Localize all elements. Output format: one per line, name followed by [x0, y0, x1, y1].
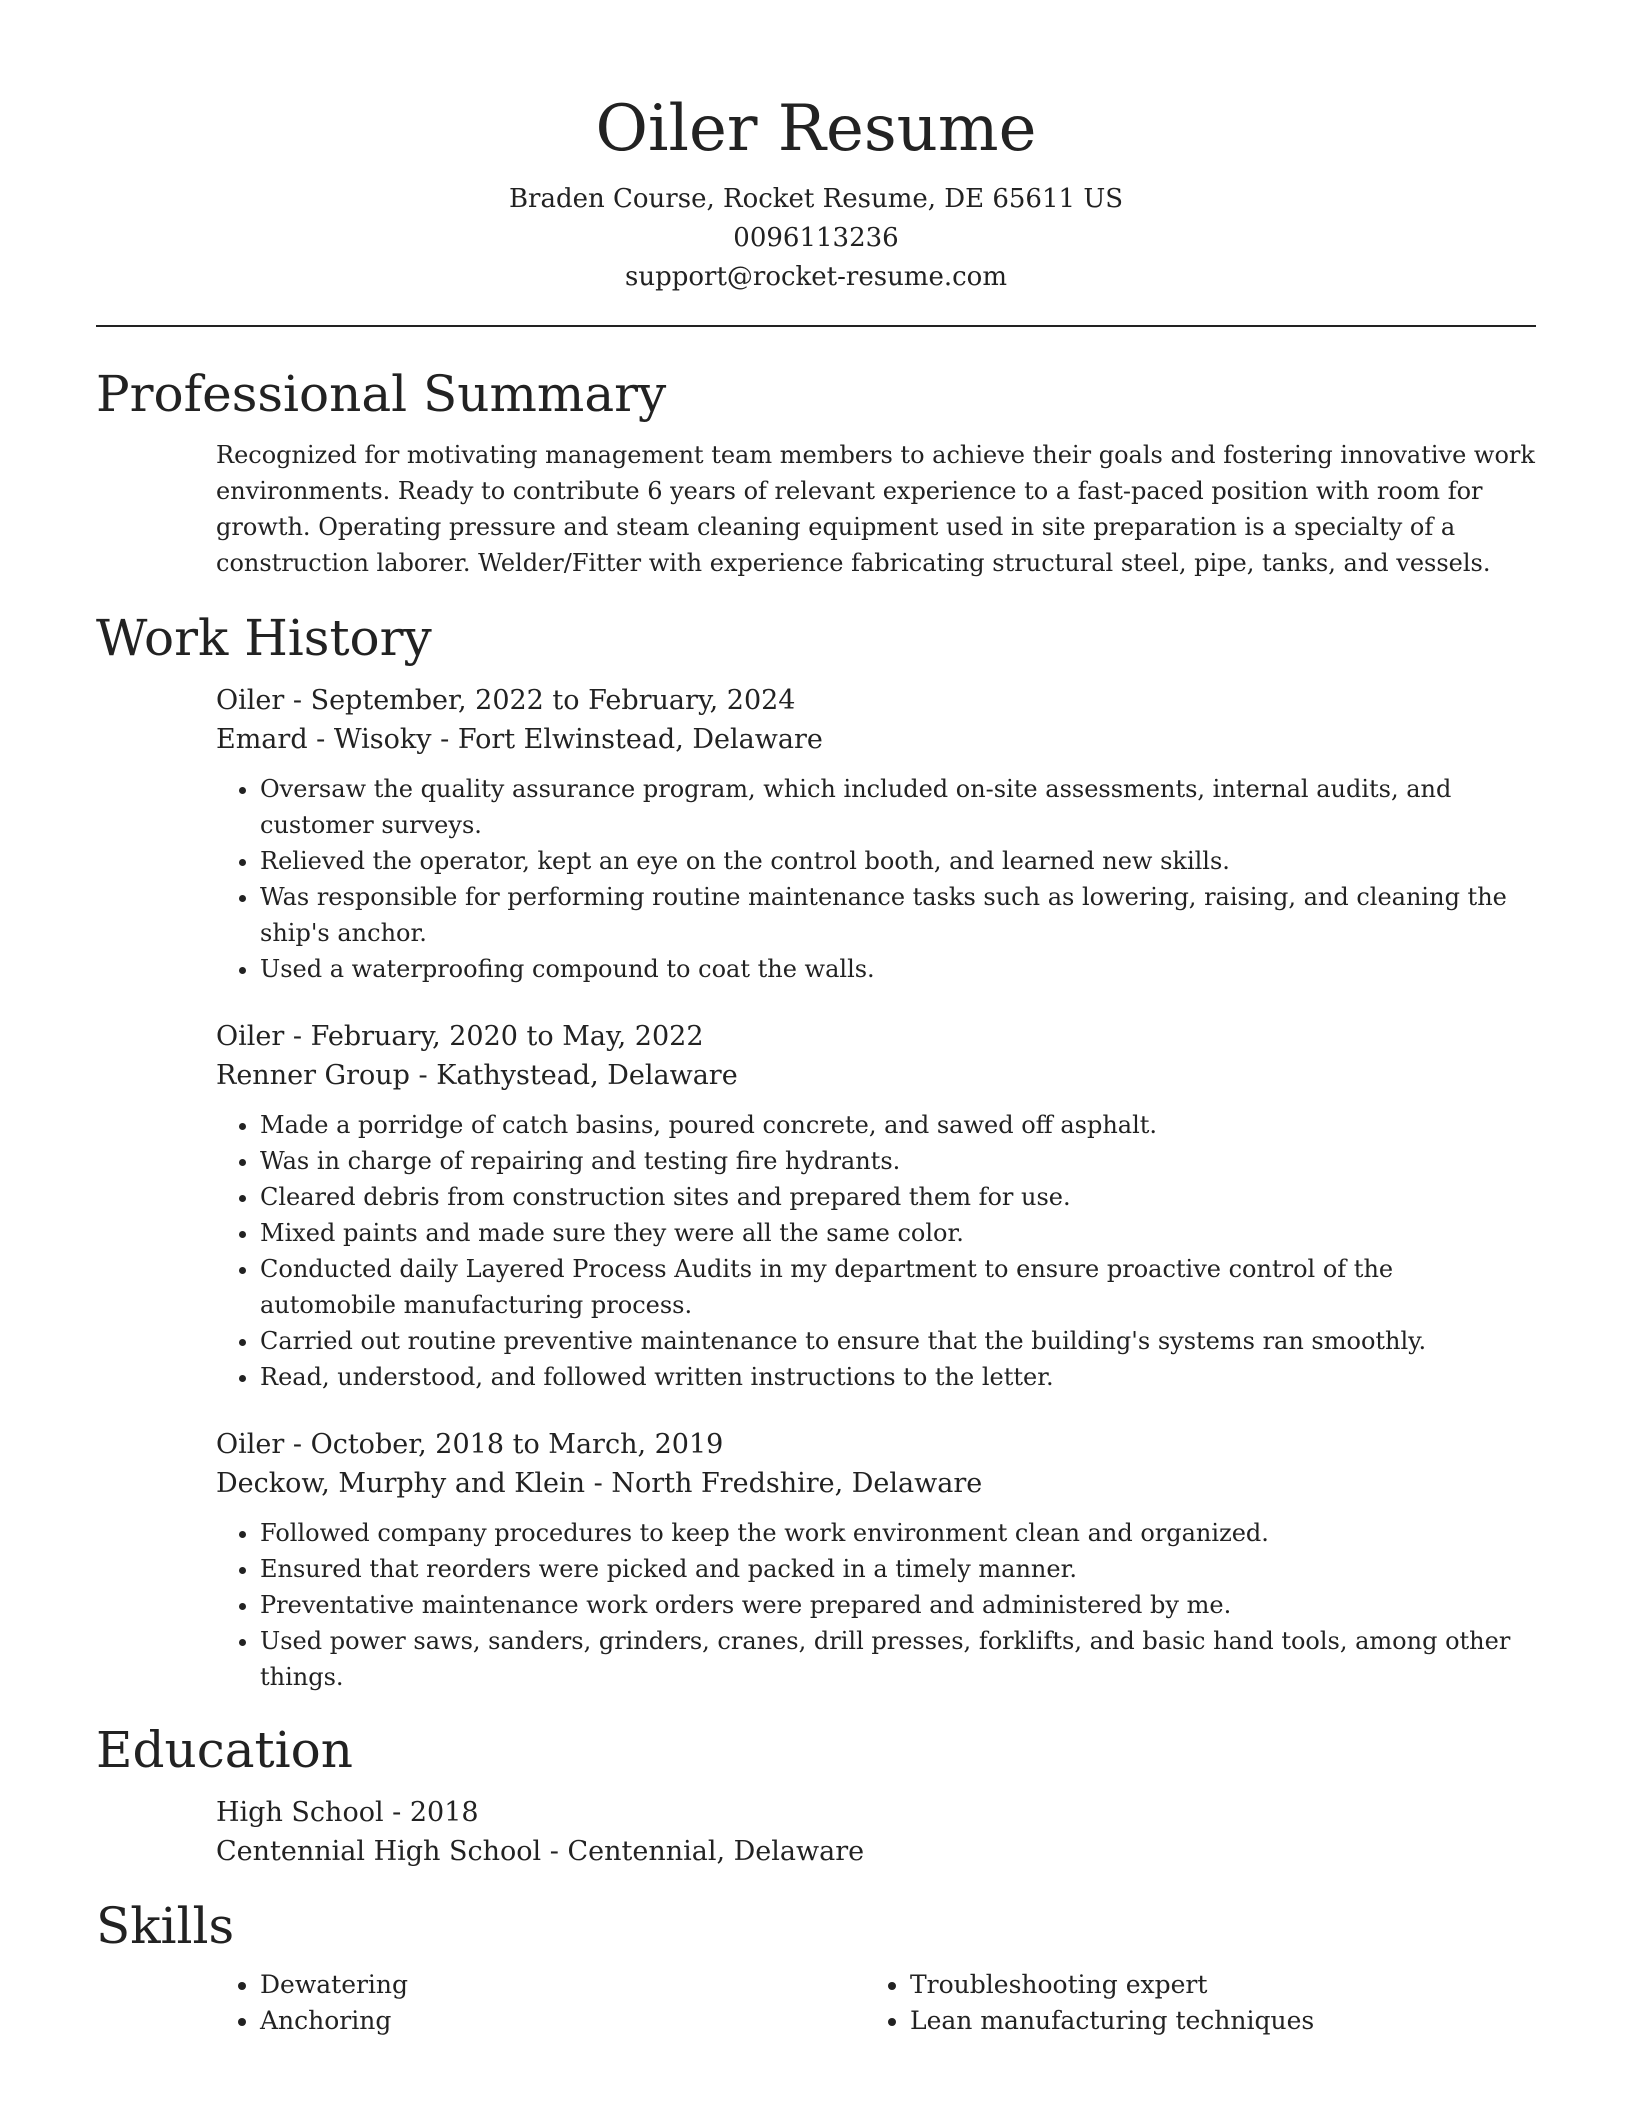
education-entry — [216, 1793, 1536, 1871]
job-employer-location: Emard - Wisoky - Fort Elwinstead, Delaware — [216, 724, 823, 755]
education-heading: Education — [96, 1721, 353, 1779]
education-degree-year: High School - 2018 — [216, 1797, 479, 1828]
skill-item: • Troubleshooting expert — [910, 1967, 1314, 2003]
job-duties — [216, 1107, 1536, 1395]
resume-page — [96, 0, 1536, 2039]
resume-header — [96, 0, 1536, 297]
job-title-dates: Oiler - September, 2022 to February, 2024 — [216, 685, 796, 716]
job-duties — [216, 771, 1536, 987]
job-duties — [216, 1515, 1536, 1695]
job-duty: • Used power saws, sanders, grinders, cranes, drill presses, forklifts, and basic hand tools, among other things. — [260, 1623, 1536, 1695]
job-duty: • Was responsible for performing routine maintenance tasks such as lowering, raising, and cleaning the ship's anchor. — [260, 879, 1536, 951]
skills-right-column — [866, 1967, 1314, 2039]
summary-section — [96, 363, 1536, 581]
education-school-location: Centennial High School - Centennial, Delaware — [216, 1836, 865, 1867]
skills-columns — [216, 1967, 1536, 2039]
work-history-section — [96, 607, 1536, 1695]
job-title-dates: Oiler - February, 2020 to May, 2022 — [216, 1021, 704, 1052]
job-entry — [216, 1017, 1536, 1395]
job-entry — [216, 681, 1536, 987]
summary-heading: Professional Summary — [96, 365, 667, 423]
contact-phone: 0096113236 — [733, 223, 899, 253]
job-duty: • Was in charge of repairing and testing fire hydrants. — [260, 1143, 1536, 1179]
job-duty: • Cleared debris from construction sites and prepared them for use. — [260, 1179, 1536, 1215]
job-duty: • Carried out routine preventive maintenance to ensure that the building's systems ran smoothly. — [260, 1323, 1536, 1359]
job-duty: • Mixed paints and made sure they were all the same color. — [260, 1215, 1536, 1251]
skill-item: • Dewatering — [260, 1967, 866, 2003]
job-duty: • Ensured that reorders were picked and packed in a timely manner. — [260, 1551, 1536, 1587]
job-duty: • Oversaw the quality assurance program, which included on-site assessments, internal audits, and customer surveys. — [260, 771, 1536, 843]
job-duty: • Followed company procedures to keep the work environment clean and organized. — [260, 1515, 1536, 1551]
job-duty: • Relieved the operator, kept an eye on the control booth, and learned new skills. — [260, 843, 1536, 879]
work-history-heading: Work History — [96, 609, 432, 667]
contact-info — [96, 180, 1536, 297]
skills-heading: Skills — [96, 1897, 235, 1955]
job-duty: • Conducted daily Layered Process Audits in my department to ensure proactive control of the automobile manufacturing process. — [260, 1251, 1536, 1323]
summary-text: Recognized for motivating management team members to achieve their goals and fostering innovative work environments. Ready to contribute 6 years of relevant experience to a fast-paced position with room for growth. Operating pressure and steam cleaning equipment used in site preparation is a specialty of a construction laborer. Welder/Fitter with experience fabricating structural steel, pipe, tanks, and vessels. — [216, 441, 1535, 577]
skills-left-column — [216, 1967, 866, 2039]
contact-email: support@rocket-resume.com — [624, 262, 1007, 292]
job-duty: • Preventative maintenance work orders were prepared and administered by me. — [260, 1587, 1536, 1623]
skills-section — [96, 1895, 1536, 2039]
header-divider — [96, 325, 1536, 327]
contact-address: Braden Course, Rocket Resume, DE 65611 US — [508, 184, 1124, 214]
job-duty: • Made a porridge of catch basins, poured concrete, and sawed off asphalt. — [260, 1107, 1536, 1143]
skill-item: • Lean manufacturing techniques — [910, 2003, 1314, 2039]
skill-item: • Anchoring — [260, 2003, 866, 2039]
job-employer-location: Deckow, Murphy and Klein - North Fredshire, Delaware — [216, 1468, 983, 1499]
job-duty: • Used a waterproofing compound to coat the walls. — [260, 951, 1536, 987]
job-duty: • Read, understood, and followed written instructions to the letter. — [260, 1359, 1536, 1395]
job-employer-location: Renner Group - Kathystead, Delaware — [216, 1060, 738, 1091]
job-title-dates: Oiler - October, 2018 to March, 2019 — [216, 1429, 724, 1460]
resume-title: Oiler Resume — [595, 92, 1037, 166]
education-section — [96, 1719, 1536, 1871]
job-entry — [216, 1425, 1536, 1695]
